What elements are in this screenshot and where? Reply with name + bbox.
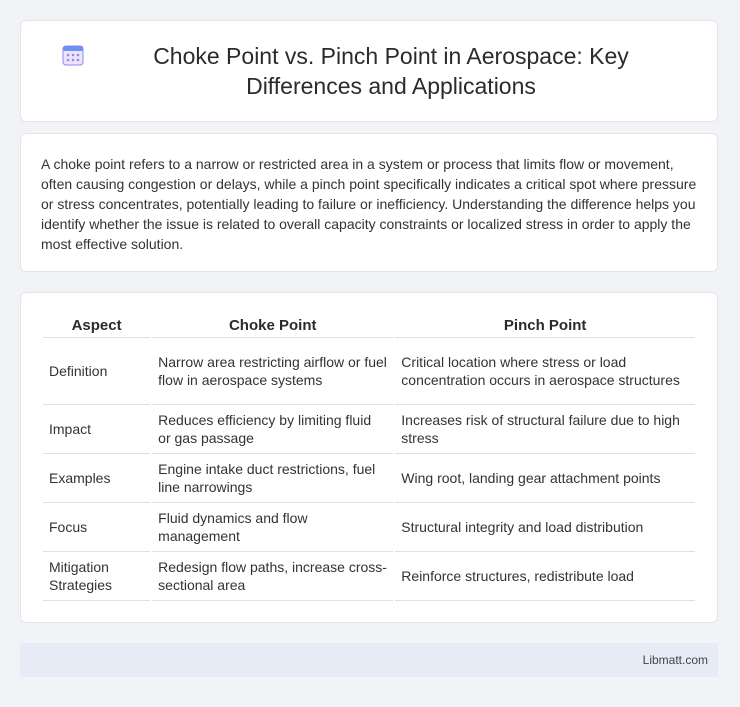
- header-choke-point: Choke Point: [152, 315, 393, 338]
- calendar-icon: [61, 43, 85, 67]
- title-wrap: [21, 41, 717, 101]
- footer-site-label: Libmatt.com: [642, 653, 708, 667]
- intro-paragraph: A choke point refers to a narrow or restricted area in a system or process that limits flow or movement, often causing congestion or delays, while a pinch point specifically indicates a critical spot where pressure or stress concentrates, potentially leading to failure or inefficiency. Understanding the difference helps you identify whether the issue is related to overall capacity constraints or localized stress in order to apply the most effective solution.: [41, 156, 697, 252]
- cell-pinch-point: Increases risk of structural failure due to high stress: [395, 405, 695, 454]
- table-card: [20, 292, 718, 623]
- comparison-table: [41, 315, 697, 601]
- cell-pinch-point: Structural integrity and load distribution: [395, 503, 695, 552]
- cell-choke-point: Redesign flow paths, increase cross-sectional area: [152, 552, 393, 601]
- table-row: [43, 338, 695, 405]
- table-row: [43, 503, 695, 552]
- cell-aspect: Examples: [43, 454, 150, 503]
- cell-choke-point: Reduces efficiency by limiting fluid or gas passage: [152, 405, 393, 454]
- cell-aspect: Definition: [43, 338, 150, 405]
- table-row: [43, 552, 695, 601]
- cell-aspect: Focus: [43, 503, 150, 552]
- cell-aspect: Mitigation Strategies: [43, 552, 150, 601]
- cell-pinch-point: Reinforce structures, redistribute load: [395, 552, 695, 601]
- cell-choke-point: Narrow area restricting airflow or fuel flow in aerospace systems: [152, 338, 393, 405]
- table-row: [43, 454, 695, 503]
- intro-card: [20, 133, 718, 272]
- cell-pinch-point: Critical location where stress or load concentration occurs in aerospace structures: [395, 338, 695, 405]
- cell-choke-point: Engine intake duct restrictions, fuel line narrowings: [152, 454, 393, 503]
- cell-choke-point: Fluid dynamics and flow management: [152, 503, 393, 552]
- header-aspect: Aspect: [43, 315, 150, 338]
- title-card: [20, 20, 718, 122]
- header-pinch-point: Pinch Point: [395, 315, 695, 338]
- cell-pinch-point: Wing root, landing gear attachment points: [395, 454, 695, 503]
- table-header-row: [43, 315, 695, 338]
- cell-aspect: Impact: [43, 405, 150, 454]
- table-row: [43, 405, 695, 454]
- footer: [20, 643, 718, 677]
- page-title: Choke Point vs. Pinch Point in Aerospace: Key Differences and Applications: [153, 43, 629, 99]
